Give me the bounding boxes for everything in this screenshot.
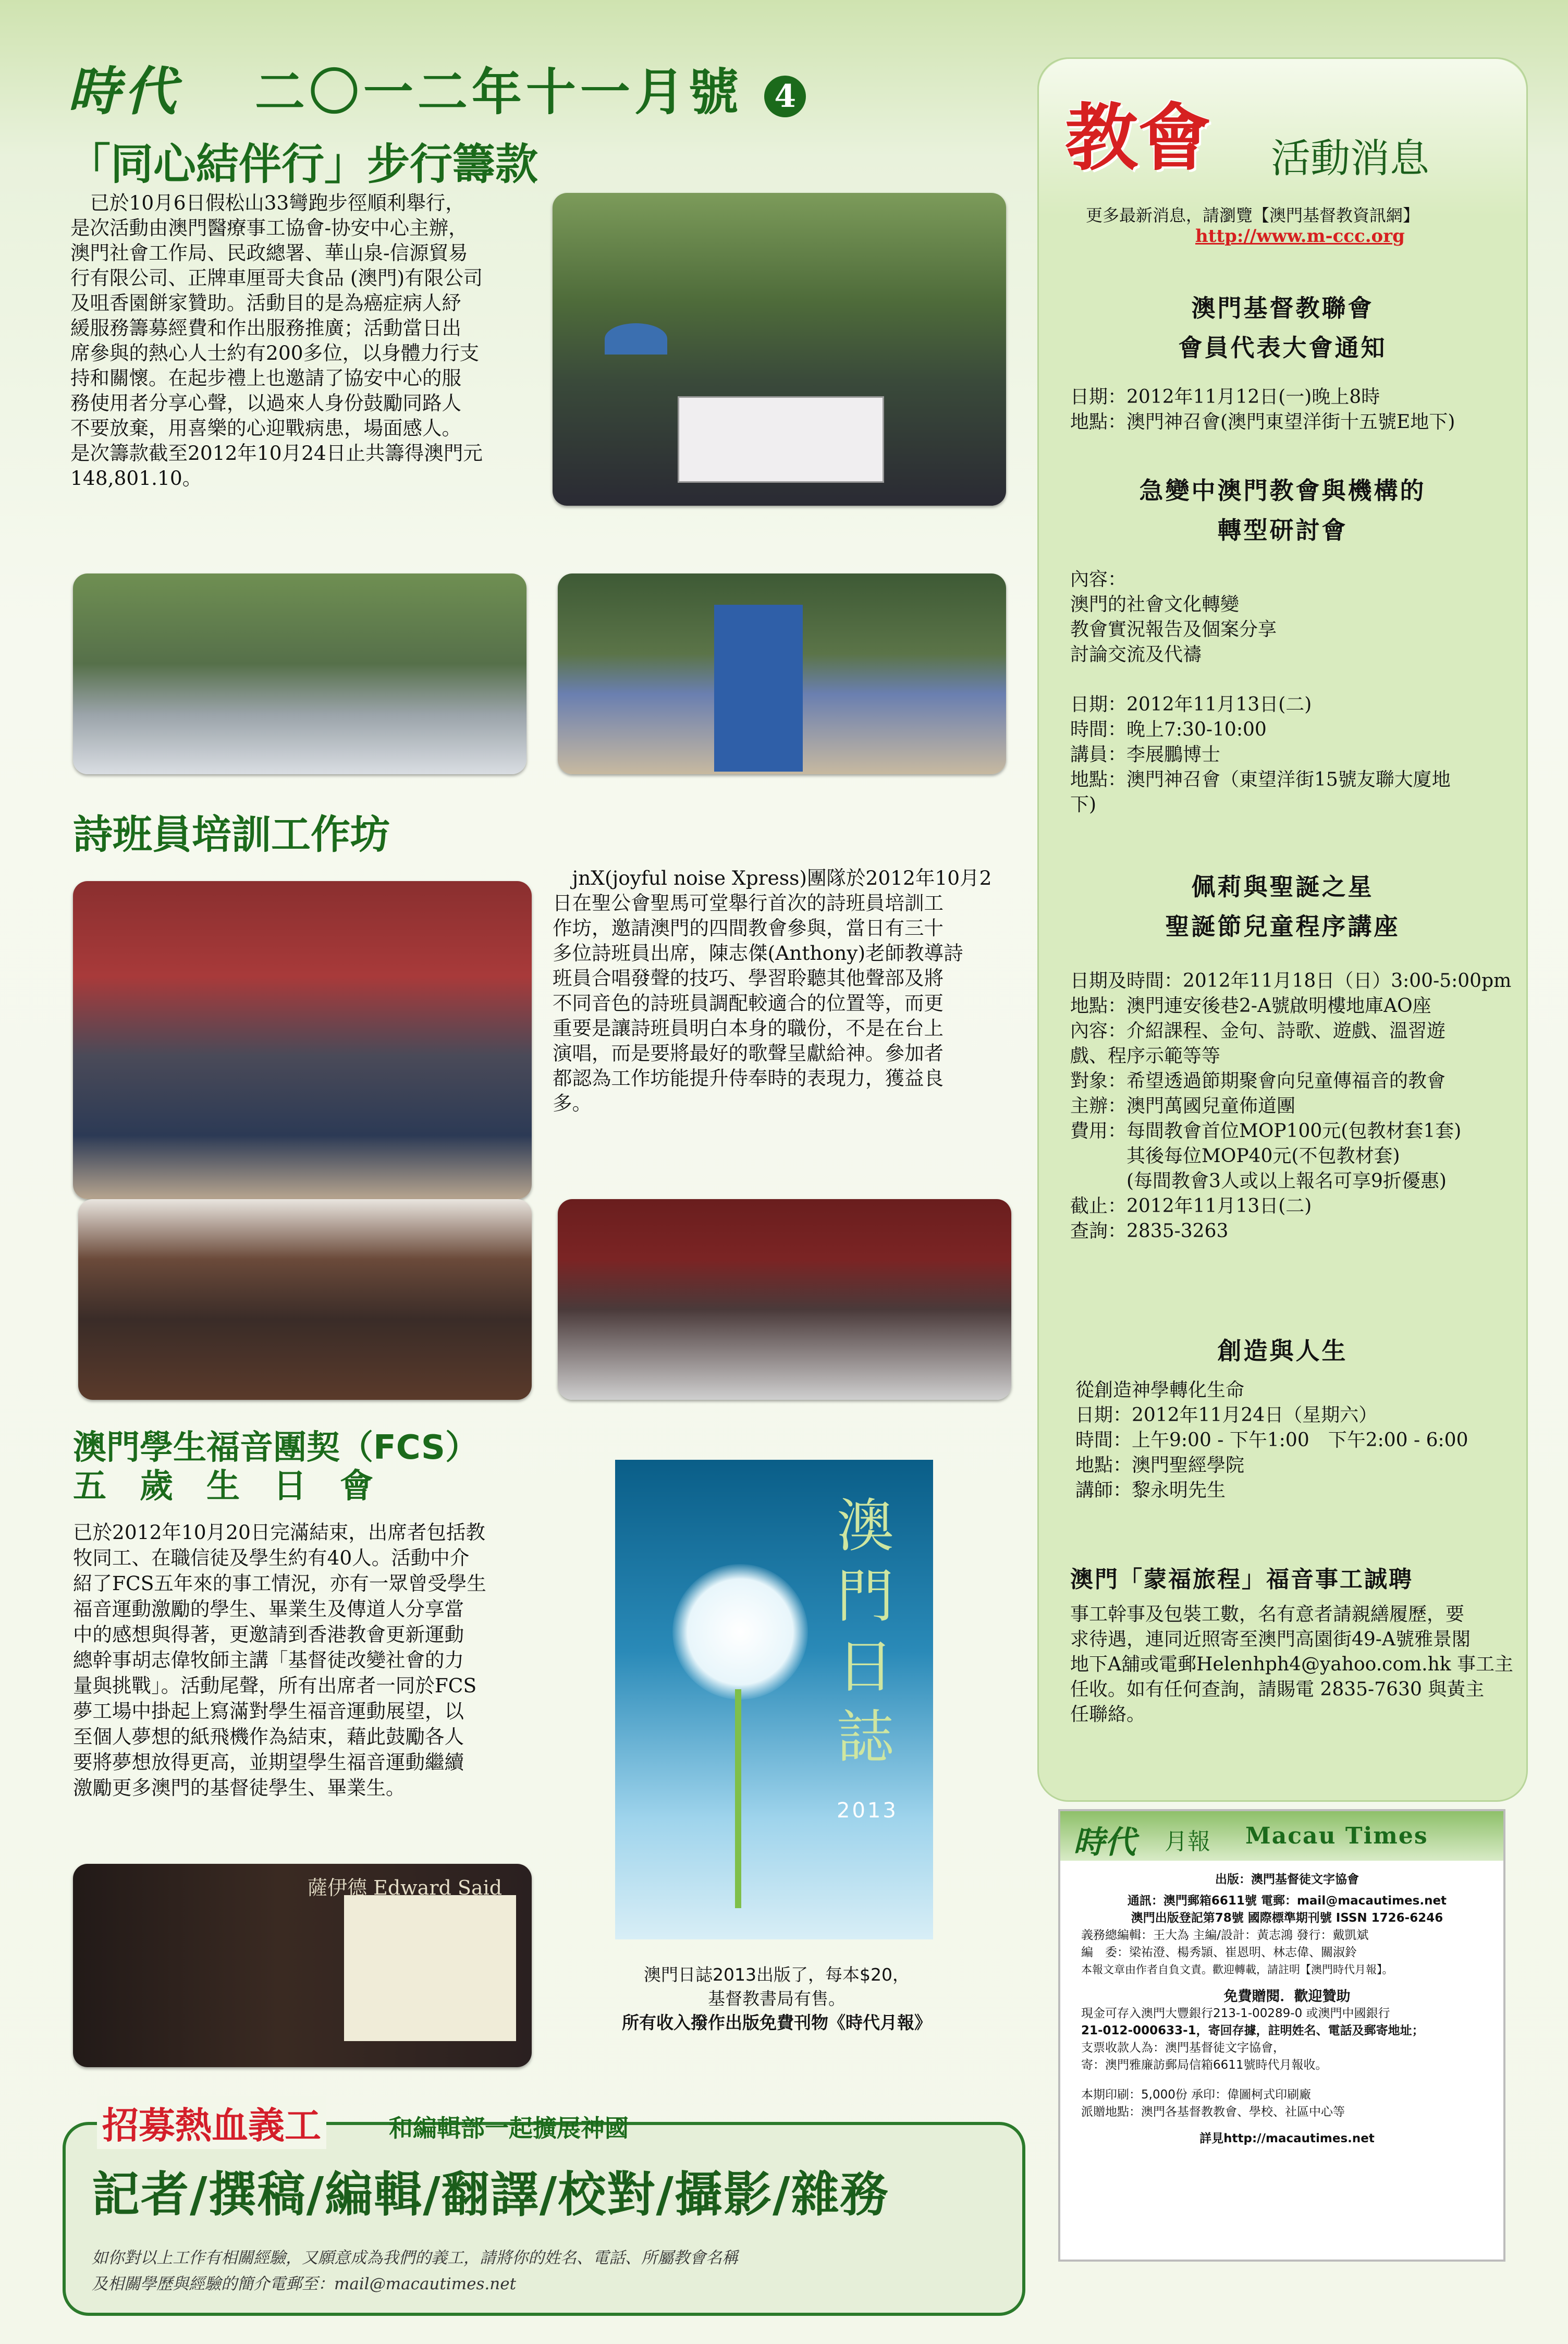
event4-title: [1039, 1331, 1526, 1371]
detail-line: 講師：黎永明先生: [1075, 1480, 1226, 1501]
event2-title: [1039, 471, 1526, 550]
detail-line: 日期：2012年11月24日（星期六）: [1075, 1405, 1378, 1426]
event3-title-line1: 佩莉與聖誕之星: [1191, 873, 1374, 901]
event3-details: [1070, 969, 1518, 1244]
imprint-line: 支票收款人為：澳門基督徒文字協會，: [1081, 2041, 1285, 2055]
imprint-line: 寄：澳門雅廉訪郵局信箱6611號時代月報收。: [1081, 2058, 1328, 2072]
church-news-title-small: 活動消息: [1271, 135, 1429, 181]
book-caption-line1: 澳門日誌2013出版了，每本$20，: [644, 1964, 910, 1985]
event4-title-line1: 創造與人生: [1217, 1337, 1348, 1365]
masthead-issue: 二〇一二年十一月號: [254, 63, 743, 121]
spacer: [1070, 667, 1513, 692]
detail-line: 內容：介紹課程、金句、詩歌、遊戲、溫習遊: [1070, 1020, 1446, 1042]
detail-line: 對象：希望透過節期聚會向兒童傳福音的教會: [1070, 1070, 1446, 1092]
text-line: 已於2012年10月20日完滿結束，出席者包括教: [73, 1521, 485, 1544]
church-news-panel: [1037, 57, 1528, 1802]
detail-line: 地點：澳門連安後巷2-A號啟明樓地庫AO座: [1070, 995, 1431, 1017]
imprint-line: 現金可存入澳門大豐銀行213-1-00289-0 或澳門中國銀行: [1081, 2007, 1390, 2020]
detail-line: 日期：2012年11月13日(二): [1070, 694, 1312, 715]
event2-title-line2: 轉型研討會: [1217, 516, 1348, 544]
book-caption: [594, 1963, 959, 2035]
job-title: 澳門「蒙福旅程」福音事工誠聘: [1070, 1566, 1413, 1593]
imprint-line: 免費贈閱．歡迎贊助: [1223, 1988, 1351, 2005]
text-line: 班員合唱發聲的技巧、學習聆聽其他聲部及將: [553, 967, 944, 990]
article3-title-line2: 五 歲 生 日 會: [73, 1467, 373, 1506]
event3-title-line2: 聖誕節兒童程序講座: [1165, 912, 1400, 941]
text-line: 務使用者分享心聲，以過來人身份鼓勵同路人: [70, 392, 461, 414]
masthead: [68, 50, 806, 125]
church-news-url[interactable]: http://www.m-ccc.org: [1195, 226, 1405, 247]
detail-line: 戲、程序示範等等: [1070, 1045, 1221, 1067]
detail-line: 時間：上午9:00 - 下午1:00 下午2:00 - 6:00: [1075, 1430, 1468, 1451]
text-line: 是次籌款截至2012年10月24日止共籌得澳門元: [70, 442, 483, 465]
masthead-brand: 時代: [68, 60, 180, 122]
detail-line: 費用：每間教會首位MOP100元(包教材套1套): [1070, 1120, 1462, 1142]
church-news-title-big: 教會: [1065, 96, 1211, 181]
detail-line: 教會實況報告及個案分享: [1070, 619, 1277, 640]
detail-line: 任收。如有任何查詢，請賜電 2835-7630 與黃主: [1070, 1679, 1485, 1700]
registration-table-photo: [73, 573, 526, 774]
detail-line: 講員：李展鵬博士: [1070, 744, 1221, 765]
detail-line: 日期：2012年11月12日(一)晚上8時: [1070, 386, 1380, 408]
imprint-line: 澳門出版登記第78號 國際標準期刊號 ISSN 1726-6246: [1131, 1911, 1443, 1925]
book-caption-line3: 所有收入撥作出版免費刊物《時代月報》: [622, 2012, 932, 2033]
text-line: 澳門社會工作局、民政總署、華山泉-信源貿易: [70, 241, 468, 264]
recruit-headline: 招募熱血義工: [97, 2096, 326, 2149]
speaker-photo: [73, 1864, 532, 2067]
text-line: 牧同工、在職信徒及學生約有40人。活動中介: [73, 1546, 470, 1569]
text-line: 不同音色的詩班員調配較適合的位置等，而更: [553, 992, 944, 1015]
imprint-text: [1081, 1871, 1493, 2147]
article1-title: 「同心結伴行」步行籌款: [68, 140, 538, 189]
imprint-box: [1058, 1809, 1505, 2262]
detail-line: 任聯絡。: [1070, 1704, 1146, 1725]
detail-line: 地點：澳門神召會(澳門東望洋街十五號E地下): [1070, 411, 1455, 433]
imprint-line: 編 委：梁祐澄、楊秀頴、崔恩明、林志偉、關淑鈴: [1081, 1946, 1357, 1959]
detail-line: 主辦：澳門萬國兒童佈道團: [1070, 1095, 1296, 1117]
text-line: 至個人夢想的紙飛機作為結束，藉此鼓勵各人: [73, 1725, 464, 1748]
imprint-line: 通訊：澳門郵箱6611號 電郵：mail@macautimes.net: [1127, 1894, 1447, 1908]
choir-rehearsal-photo-1: [78, 1199, 532, 1400]
article3-body: [73, 1520, 542, 1801]
donation-table-photo: [558, 573, 1006, 774]
article2-title: 詩班員培訓工作坊: [73, 811, 390, 858]
imprint-brand: 時代: [1073, 1824, 1136, 1861]
book-cover: [615, 1460, 933, 1939]
event3-title: [1039, 867, 1526, 946]
detail-line: 日期及時間：2012年11月18日（日）3:00-5:00pm: [1070, 970, 1512, 992]
text-line: 夢工場中掛起上寫滿對學生福音運動展望，以: [73, 1700, 464, 1723]
text-line: 要將夢想放得更高，並期望學生福音運動繼續: [73, 1751, 464, 1774]
text-line: 紹了FCS五年來的事工情況，亦有一眾曾受學生: [73, 1572, 486, 1595]
text-line: 作坊，邀請澳門的四間教會參與，當日有三十: [553, 917, 944, 939]
imprint-line: 義務總編輯：王大為 主編/設計：黃志鴻 發行：戴凱斌: [1081, 1928, 1369, 1942]
imprint-url[interactable]: 詳見http://macautimes.net: [1199, 2132, 1375, 2145]
recruit-subheadline: 和編輯部一起擴展神國: [389, 2114, 629, 2142]
text-line: 持和關懷。在起步禮上也邀請了協安中心的服: [70, 367, 461, 389]
text-line: 緩服務籌募經費和作出服務推廣；活動當日出: [70, 316, 461, 339]
imprint-line: 本期印刷：5,000份 承印：偉圖柯式印刷廠: [1081, 2088, 1312, 2102]
detail-line: 澳門的社會文化轉變: [1070, 594, 1240, 615]
volunteer-recruit-box: [63, 2104, 1025, 2316]
speaker-slide-caption: 薩伊德 Edward Said: [308, 1876, 503, 1899]
article2-body: [553, 865, 1011, 1116]
imprint-line: 出版：澳門基督徒文字協會: [1215, 1873, 1359, 1886]
detail-line: 地下A舖或電郵Helenhph4@yahoo.com.hk 事工主: [1070, 1654, 1514, 1675]
detail-line: 討論交流及代禱: [1070, 644, 1202, 665]
detail-line: 查詢：2835-3263: [1070, 1220, 1229, 1242]
event4-details: [1075, 1378, 1518, 1503]
detail-line: 內容：: [1070, 569, 1127, 590]
event1-title-line1: 澳門基督教聯會: [1191, 294, 1374, 322]
book-caption-line2: 基督教書局有售。: [708, 1988, 846, 2009]
text-line: 已於10月6日假松山33彎跑步徑順利舉行，: [70, 191, 465, 214]
church-news-subline: 更多最新消息，請瀏覽【澳門基督教資訊網】: [1086, 205, 1420, 225]
event1-title: [1039, 288, 1526, 368]
imprint-line: 派贈地點：澳門各基督教教會、學校、社區中心等: [1081, 2105, 1345, 2119]
text-line: 不要放棄，用喜樂的心迎戰病患，場面感人。: [70, 417, 461, 440]
text-line: 148,801.10。: [70, 467, 202, 490]
detail-line: 事工幹事及包裝工數，名有意者請親繕履歷，要: [1070, 1604, 1465, 1625]
imprint-line: 21-012-000633-1，寄回存據，註明姓名、電話及郵寄地址；: [1081, 2024, 1424, 2037]
text-line: 量與挑戰」。活動尾聲，所有出席者一同於FCS: [73, 1674, 477, 1697]
text-line: 席參與的熱心人士約有200多位，以身體力行支: [70, 341, 480, 364]
detail-line: 地點：澳門聖經學院: [1075, 1455, 1245, 1476]
text-line: 激勵更多澳門的基督徒學生、畢業生。: [73, 1776, 406, 1799]
event1-title-line2: 會員代表大會通知: [1178, 334, 1387, 362]
dandelion-image: [672, 1564, 808, 1700]
imprint-monthly: 月報: [1165, 1828, 1210, 1855]
recruit-desc-line1: 如你對以上工作有相關經驗，又願意成為我們的義工，請將你的姓名、電話、所屬教會名稱: [92, 2249, 738, 2267]
text-line: 總幹事胡志偉牧師主講「基督徒改變社會的力: [73, 1649, 464, 1671]
detail-line: 其後每位MOP40元(不包教材套): [1070, 1145, 1400, 1167]
detail-line: 下): [1070, 794, 1097, 815]
detail-line: 時間：晚上7:30-10:00: [1070, 719, 1267, 740]
text-line: 都認為工作坊能提升侍奉時的表現力，獲益良: [553, 1067, 944, 1090]
detail-line: 截止：2012年11月13日(二): [1070, 1195, 1312, 1217]
event2-title-line1: 急變中澳門教會與機構的: [1139, 477, 1426, 505]
text-line: 福音運動激勵的學生、畢業生及傳道人分享當: [73, 1597, 464, 1620]
text-line: 重要是讓詩班員明白本身的職份，不是在台上: [553, 1017, 944, 1040]
text-line: 多位詩班員出席，陳志傑(Anthony)老師教導詩: [553, 942, 963, 965]
text-line: 及咀香園餅家贊助。活動目的是為癌症病人紓: [70, 291, 461, 314]
walkathon-procession-photo: [553, 193, 1006, 506]
book-cover-title: 澳門日誌: [837, 1493, 894, 1771]
recruit-description: [92, 2245, 999, 2297]
recruit-desc-line2: 及相關學歷與經驗的簡介電郵至：mail@macautimes.net: [92, 2275, 517, 2293]
text-line: 多。: [553, 1092, 592, 1115]
detail-line: (每間教會3人或以上報名可享9折優惠): [1070, 1170, 1447, 1192]
text-line: 演唱，而是要將最好的歌聲呈獻給神。參加者: [553, 1042, 944, 1065]
imprint-line: 本報文章由作者自負文責。歡迎轉載，請註明【澳門時代月報】。: [1081, 1963, 1393, 1976]
dandelion-stem: [735, 1689, 741, 1908]
text-line: 行有限公司、正牌車厘哥夫食品 (澳門)有限公司: [70, 266, 483, 289]
event2-details: [1070, 567, 1513, 817]
text-line: 是次活動由澳門醫療事工協會-协安中心主辦，: [70, 216, 468, 239]
text-line: jnX(joyful noise Xpress)團隊於2012年10月2: [553, 866, 992, 889]
article3-title-line1: 澳門學生福音團契（FCS）: [73, 1429, 479, 1467]
page-number: 4: [764, 76, 806, 117]
choir-group-photo: [73, 881, 532, 1199]
recruit-roles: 記者/撰稿/編輯/翻譯/校對/攝影/雜務: [92, 2167, 889, 2223]
text-line: 中的感想與得著，更邀請到香港教會更新運動: [73, 1623, 464, 1646]
article1-body: [70, 190, 540, 491]
job-details: [1070, 1602, 1518, 1727]
article3-title: [73, 1429, 479, 1506]
detail-line: 從創造神學轉化生命: [1075, 1379, 1245, 1401]
detail-line: 求待遇，連同近照寄至澳門高園街49-A號雅景閣: [1070, 1629, 1471, 1650]
imprint-en-title: Macau Times: [1245, 1823, 1428, 1849]
detail-line: 地點：澳門神召會（東望洋街15號友聯大廈地: [1070, 769, 1451, 790]
book-cover-year: 2013: [837, 1799, 898, 1823]
event1-details: [1070, 385, 1513, 435]
text-line: 日在聖公會聖馬可堂舉行首次的詩班員培訓工: [553, 892, 944, 914]
choir-rehearsal-photo-2: [558, 1199, 1011, 1400]
